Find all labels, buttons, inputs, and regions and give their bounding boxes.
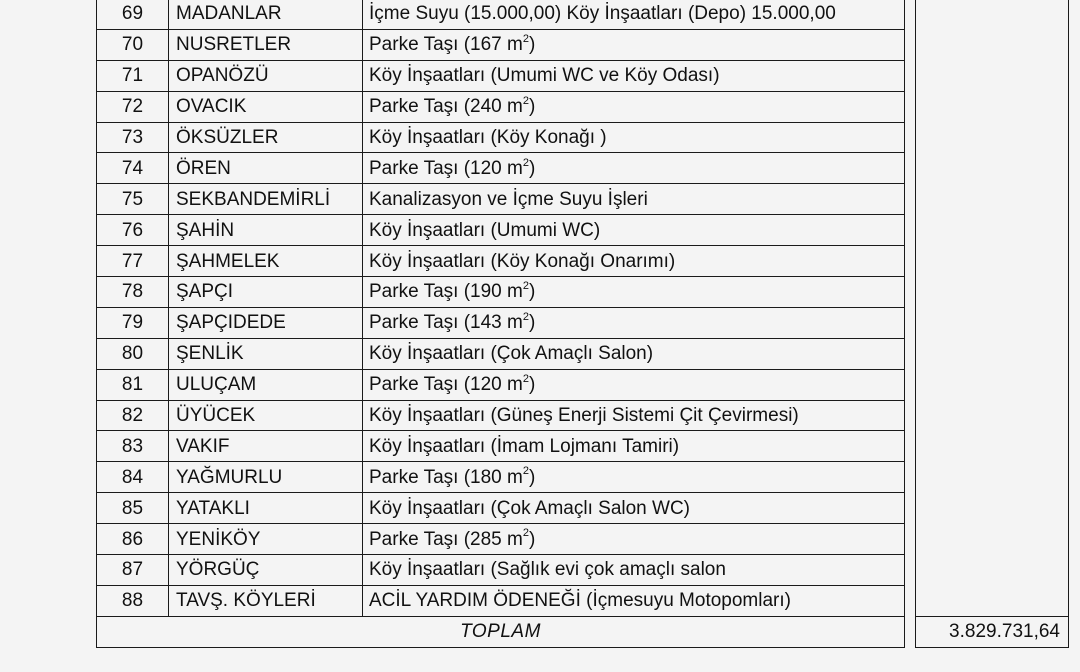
unit-superscript: 2 [522,465,529,478]
work-text: Parke Taşı (180 m [369,466,523,488]
village-name: ULUÇAM [169,369,363,400]
row-number: 81 [97,369,169,400]
village-name: TAVŞ. KÖYLERİ [169,585,363,616]
village-name: MADANLAR [169,0,363,29]
row-number: 76 [97,215,169,246]
table-row [97,338,1069,369]
village-name: ŞENLİK [169,338,363,369]
row-number: 87 [97,555,169,586]
work-text-tail: ) [528,96,536,118]
column-gap [905,91,916,122]
work-description [363,246,905,277]
work-text: Köy İnşaatları (Sağlık evi çok amaçlı salon [369,559,726,581]
unit-superscript: 2 [522,280,529,293]
row-number: 71 [97,60,169,91]
work-description [363,462,905,493]
work-description [363,431,905,462]
work-text: Parke Taşı (120 m [369,374,523,396]
amount-cell [916,153,1069,184]
amount-cell [916,493,1069,524]
table-row [97,60,1069,91]
row-number: 75 [97,184,169,215]
work-text: Köy İnşaatları (Çok Amaçlı Salon WC) [369,497,690,519]
village-name: ŞAHİN [169,215,363,246]
amount-cell [916,462,1069,493]
table-body [97,0,1069,616]
amount-cell [916,29,1069,60]
amount-cell [916,277,1069,308]
amount-cell [916,585,1069,616]
row-number: 79 [97,307,169,338]
village-name: YAĞMURLU [169,462,363,493]
table-row [97,585,1069,616]
village-name: SEKBANDEMİRLİ [169,184,363,215]
row-number: 82 [97,400,169,431]
row-number: 70 [97,29,169,60]
table-row [97,184,1069,215]
work-description [363,524,905,555]
work-text: Köy İnşaatları (Çok Amaçlı Salon) [369,343,654,365]
column-gap [905,616,916,647]
amount-cell [916,338,1069,369]
work-description [363,307,905,338]
village-name: YATAKLI [169,493,363,524]
work-text: Köy İnşaatları (Köy Konağı Onarımı) [369,250,676,272]
column-gap [905,122,916,153]
column-gap [905,0,916,29]
amount-cell [916,555,1069,586]
amount-cell [916,0,1069,29]
work-description [363,555,905,586]
work-description [363,369,905,400]
row-number: 85 [97,493,169,524]
village-name: OVACIK [169,91,363,122]
work-description [363,493,905,524]
work-text: Parke Taşı (143 m [369,312,523,334]
village-name: YENİKÖY [169,524,363,555]
village-projects-table [96,0,1069,648]
column-gap [905,215,916,246]
work-description [363,0,905,29]
row-number: 72 [97,91,169,122]
work-text-tail: ) [528,374,536,396]
column-gap [905,400,916,431]
work-text: Köy İnşaatları (Güneş Enerji Sistemi Çit Çevirmesi) [369,405,799,427]
table-row [97,462,1069,493]
table-row [97,0,1069,29]
amount-cell [916,307,1069,338]
work-description [363,585,905,616]
unit-superscript: 2 [522,311,529,324]
village-name: OPANÖZÜ [169,60,363,91]
table-row [97,246,1069,277]
column-gap [905,585,916,616]
table-row [97,555,1069,586]
work-text: Parke Taşı (167 m [369,34,523,56]
work-text: Kanalizasyon ve İçme Suyu İşleri [369,188,648,210]
table-row [97,215,1069,246]
village-name: ÜYÜCEK [169,400,363,431]
column-gap [905,369,916,400]
row-number: 88 [97,585,169,616]
work-text: İçme Suyu (15.000,00) Köy İnşaatları (Depo) 15.000,00 [369,3,836,25]
column-gap [905,60,916,91]
column-gap [905,462,916,493]
work-text-tail: ) [528,281,536,303]
total-amount: 3.829.731,64 [916,616,1069,647]
row-number: 69 [97,0,169,29]
table-row [97,431,1069,462]
work-description [363,29,905,60]
column-gap [905,29,916,60]
row-number: 73 [97,122,169,153]
work-text-tail: ) [528,157,536,179]
total-row [97,616,1069,647]
unit-superscript: 2 [522,527,529,540]
amount-cell [916,246,1069,277]
work-description [363,215,905,246]
table-row [97,369,1069,400]
row-number: 83 [97,431,169,462]
total-label: TOPLAM [97,616,905,647]
work-text-tail: ) [528,528,536,550]
unit-superscript: 2 [522,372,529,385]
unit-superscript: 2 [522,33,529,45]
amount-cell [916,369,1069,400]
row-number: 77 [97,246,169,277]
amount-cell [916,91,1069,122]
village-name: NUSRETLER [169,29,363,60]
work-description [363,338,905,369]
work-text: Parke Taşı (240 m [369,96,523,118]
column-gap [905,524,916,555]
column-gap [905,431,916,462]
column-gap [905,153,916,184]
table-footer [97,616,1069,647]
column-gap [905,338,916,369]
column-gap [905,493,916,524]
amount-cell [916,122,1069,153]
unit-superscript: 2 [522,94,529,107]
table-row [97,524,1069,555]
work-text-tail: ) [528,312,536,334]
work-text: Parke Taşı (120 m [369,157,523,179]
amount-cell [916,184,1069,215]
table-row [97,91,1069,122]
table-row [97,307,1069,338]
table-row [97,122,1069,153]
table-row [97,153,1069,184]
work-text-tail: ) [528,34,536,56]
village-name: ŞAHMELEK [169,246,363,277]
work-description [363,400,905,431]
work-text: Köy İnşaatları (İmam Lojmanı Tamiri) [369,435,680,457]
column-gap [905,184,916,215]
work-text: ACİL YARDIM ÖDENEĞİ (İçmesuyu Motopomları) [369,590,791,612]
work-description [363,153,905,184]
amount-cell [916,60,1069,91]
row-number: 74 [97,153,169,184]
row-number: 84 [97,462,169,493]
work-description [363,184,905,215]
village-name: ÖREN [169,153,363,184]
work-text-tail: ) [528,466,536,488]
unit-superscript: 2 [522,156,529,169]
column-gap [905,555,916,586]
village-name: ŞAPÇI [169,277,363,308]
work-description [363,91,905,122]
village-name: ŞAPÇIDEDE [169,307,363,338]
table-row [97,277,1069,308]
work-text: Parke Taşı (190 m [369,281,523,303]
table-row [97,400,1069,431]
row-number: 86 [97,524,169,555]
work-text: Köy İnşaatları (Umumi WC ve Köy Odası) [369,65,720,87]
work-text: Köy İnşaatları (Köy Konağı ) [369,127,607,148]
table-row [97,29,1069,60]
amount-cell [916,400,1069,431]
work-text: Köy İnşaatları (Umumi WC) [369,219,601,241]
column-gap [905,307,916,338]
amount-cell [916,431,1069,462]
column-gap [905,246,916,277]
work-description [363,277,905,308]
row-number: 78 [97,277,169,308]
amount-cell [916,524,1069,555]
village-name: YÖRGÜÇ [169,555,363,586]
village-name: ÖKSÜZLER [169,122,363,153]
village-name: VAKIF [169,431,363,462]
table-row [97,493,1069,524]
work-text: Parke Taşı (285 m [369,528,523,550]
work-description [363,122,905,153]
amount-cell [916,215,1069,246]
row-number: 80 [97,338,169,369]
work-description [363,60,905,91]
column-gap [905,277,916,308]
